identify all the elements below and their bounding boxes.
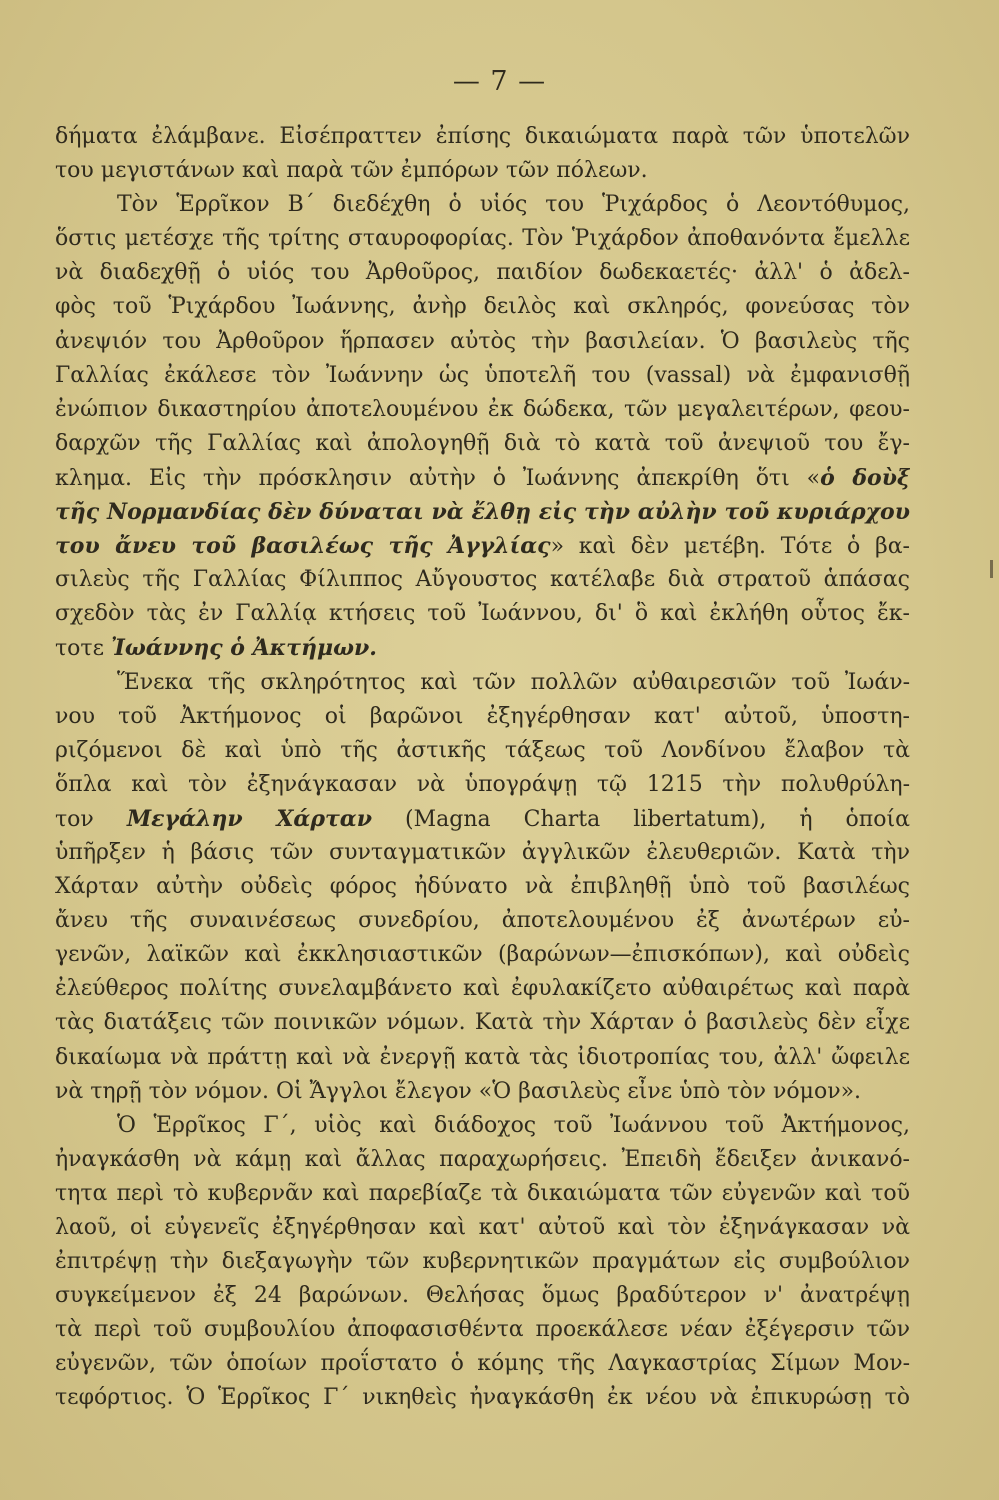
text-line: φὸς τοῦ Ῥιχάρδου Ἰωάννης, ἀνὴρ δειλὸς καὶ σκληρός, φονεύσας τὸν <box>55 294 910 320</box>
text-line: τὰ περὶ τοῦ συμβουλίου ἀποφασισθέντα προεκάλεσε νέαν ἐξέγερσιν τῶν <box>55 1317 910 1343</box>
text-segment: (Magna Charta libertatum), ἡ ὁποία <box>372 806 910 832</box>
text-line: τητα περὶ τὸ κυβερνᾶν καὶ παρεβίαζε τὰ δικαιώματα τῶν εὐγενῶν καὶ τοῦ <box>55 1180 910 1206</box>
text-line: του μεγιστάνων καὶ παρὰ τῶν ἐμπόρων τῶν πόλεων. <box>55 158 648 184</box>
text-line <box>55 802 910 836</box>
text-line: σχεδὸν τὰς ἐν Γαλλίᾳ κτήσεις τοῦ Ἰωάννου, δι' ὃ καὶ ἐκλήθη οὗτος ἔκ- <box>55 601 910 627</box>
text-segment: τοτε <box>55 636 111 662</box>
body-text <box>55 120 910 1416</box>
text-line: ὅστις μετέσχε τῆς τρίτης σταυροφορίας. Τὸν Ῥιχάρδον ἀποθανόντα ἔμελλε <box>55 226 910 252</box>
text-line: λαοῦ, οἱ εὐγενεῖς ἐξηγέρθησαν καὶ κατ' αὐτοῦ καὶ τὸν ἐξηνάγκασαν νὰ <box>55 1215 910 1240</box>
text-line: νὰ τηρῇ τὸν νόμον. Οἱ Ἄγγλοι ἔλεγον «Ὁ βασιλεὺς εἶνε ὑπὸ τὸν νόμον». <box>55 1078 862 1104</box>
emphasized-title: Μεγάλην Χάρταν <box>126 805 372 832</box>
page-number: — 7 — <box>452 66 547 97</box>
text-line: Γαλλίας ἐκάλεσε τὸν Ἰωάννην ὡς ὑποτελῆ του (vassal) νὰ ἐμφανισθῇ <box>55 362 910 388</box>
text-line: συγκείμενον ἐξ 24 βαρώνων. Θελήσας ὅμως βραδύτερον ν' ἀνατρέψῃ <box>55 1283 910 1309</box>
text-line: ἐλεύθερος πολίτης συνελαμβάνετο καὶ ἐφυλακίζετο αὐθαιρέτως καὶ παρὰ <box>55 976 910 1002</box>
page-edge-mark <box>990 560 993 578</box>
emphasized-quote: του ἄνευ τοῦ βασιλέως τῆς Ἀγγλίας <box>55 533 551 560</box>
text-line: ἐπιτρέψῃ τὴν διεξαγωγὴν τῶν κυβερνητικῶν πραγμάτων εἰς συμβούλιον <box>55 1249 910 1275</box>
text-line: ἄνευ τῆς συναινέσεως συνεδρίου, ἀποτελουμένου ἐξ ἀνωτέρων εὐ- <box>55 908 910 934</box>
text-line: ἀνεψιόν του Ἀρθοῦρον ἥρπασεν αὐτὸς τὴν βασιλείαν. Ὁ βασιλεὺς τῆς <box>55 328 910 354</box>
text-line: Τὸν Ἑρρῖκον Β΄ διεδέχθη ὁ υἱός του Ῥιχάρδος ὁ Λεοντόθυμος, <box>117 192 910 218</box>
text-line: τεφόρτιος. Ὁ Ἑρρῖκος Γ΄ νικηθεὶς ἠναγκάσθη ἐκ νέου νὰ ἐπικυρώσῃ τὸ <box>55 1385 910 1411</box>
text-segment: τον <box>55 806 127 832</box>
text-line <box>55 461 910 495</box>
text-line: σιλεὺς τῆς Γαλλίας Φίλιππος Αὔγουστος κατέλαβε διὰ στρατοῦ ἁπάσας <box>55 567 910 593</box>
text-line: εὐγενῶν, τῶν ὁποίων προΐστατο ὁ κόμης τῆς Λαγκαστρίας Σίμων Μον- <box>55 1351 910 1377</box>
text-line: δαρχῶν τῆς Γαλλίας καὶ ἀπολογηθῇ διὰ τὸ κατὰ τοῦ ἀνεψιοῦ του ἔγ- <box>55 430 910 456</box>
text-line: δικαίωμα νὰ πράττῃ καὶ νὰ ἐνεργῇ κατὰ τὰς ἰδιοτροπίας του, ἀλλ' ὤφειλε <box>55 1044 910 1070</box>
text-line: ριζόμενοι δὲ καὶ ὑπὸ τῆς ἀστικῆς τάξεως τοῦ Λονδίνου ἔλαβον τὰ <box>55 737 910 763</box>
text-line: νου τοῦ Ἀκτήμονος οἱ βαρῶνοι ἐξηγέρθησαν κατ' αὐτοῦ, ὑποστη- <box>55 703 910 729</box>
text-line: ὅπλα καὶ τὸν ἐξηνάγκασαν νὰ ὑπογράψῃ τῷ 1215 τὴν πολυθρύλη- <box>55 771 910 797</box>
text-line: ἐνώπιον δικαστηρίου ἀποτελουμένου ἐκ δώδεκα, τῶν μεγαλειτέρων, φεου- <box>55 396 910 422</box>
text-line: γενῶν, λαϊκῶν καὶ ἐκκλησιαστικῶν (βαρώνων—ἐπισκόπων), καὶ οὐδεὶς <box>55 942 910 968</box>
emphasized-quote: ὁ δοὺξ <box>820 464 910 491</box>
text-segment: » καὶ δὲν μετέβη. Τότε ὁ βα- <box>550 534 910 560</box>
emphasized-quote: τῆς Νορμανδίας δὲν δύναται νὰ ἔλθῃ εἰς τὴν αὐλὴν τοῦ κυριάρχου <box>55 499 910 526</box>
text-line: Ἕνεκα τῆς σκληρότητος καὶ τῶν πολλῶν αὐθαιρεσιῶν τοῦ Ἰωάν- <box>117 669 910 695</box>
text-line: δήματα ἐλάμβανε. Εἰσέπραττεν ἐπίσης δικαιώματα παρὰ τῶν ὑποτελῶν <box>55 124 910 149</box>
text-line <box>55 529 910 563</box>
emphasized-name: Ἰωάννης ὁ Ἀκτήμων. <box>110 635 377 662</box>
text-segment: κλημα. Εἰς τὴν πρόσκλησιν αὐτὴν ὁ Ἰωάννης ἀπεκρίθη ὅτι « <box>55 465 821 491</box>
text-line <box>55 631 910 665</box>
text-line: Ὁ Ἑρρῖκος Γ΄, υἱὸς καὶ διάδοχος τοῦ Ἰωάννου τοῦ Ἀκτήμονος, <box>117 1112 910 1138</box>
text-line: ἠναγκάσθη νὰ κάμῃ καὶ ἄλλας παραχωρήσεις. Ἐπειδὴ ἔδειξεν ἀνικανό- <box>55 1146 910 1172</box>
text-line: Χάρταν αὐτὴν οὐδεὶς φόρος ἠδύνατο νὰ ἐπιβληθῇ ὑπὸ τοῦ βασιλέως <box>55 874 910 900</box>
text-line: τὰς διατάξεις τῶν ποινικῶν νόμων. Κατὰ τὴν Χάρταν ὁ βασιλεὺς δὲν εἶχε <box>55 1010 910 1036</box>
text-line: ὑπῆρξεν ἡ βάσις τῶν συνταγματικῶν ἀγγλικῶν ἐλευθεριῶν. Κατὰ τὴν <box>55 839 910 865</box>
text-line: νὰ διαδεχθῇ ὁ υἱός του Ἀρθοῦρος, παιδίον δωδεκαετές· ἀλλ' ὁ ἀδελ- <box>55 260 910 286</box>
text-line <box>55 495 910 529</box>
